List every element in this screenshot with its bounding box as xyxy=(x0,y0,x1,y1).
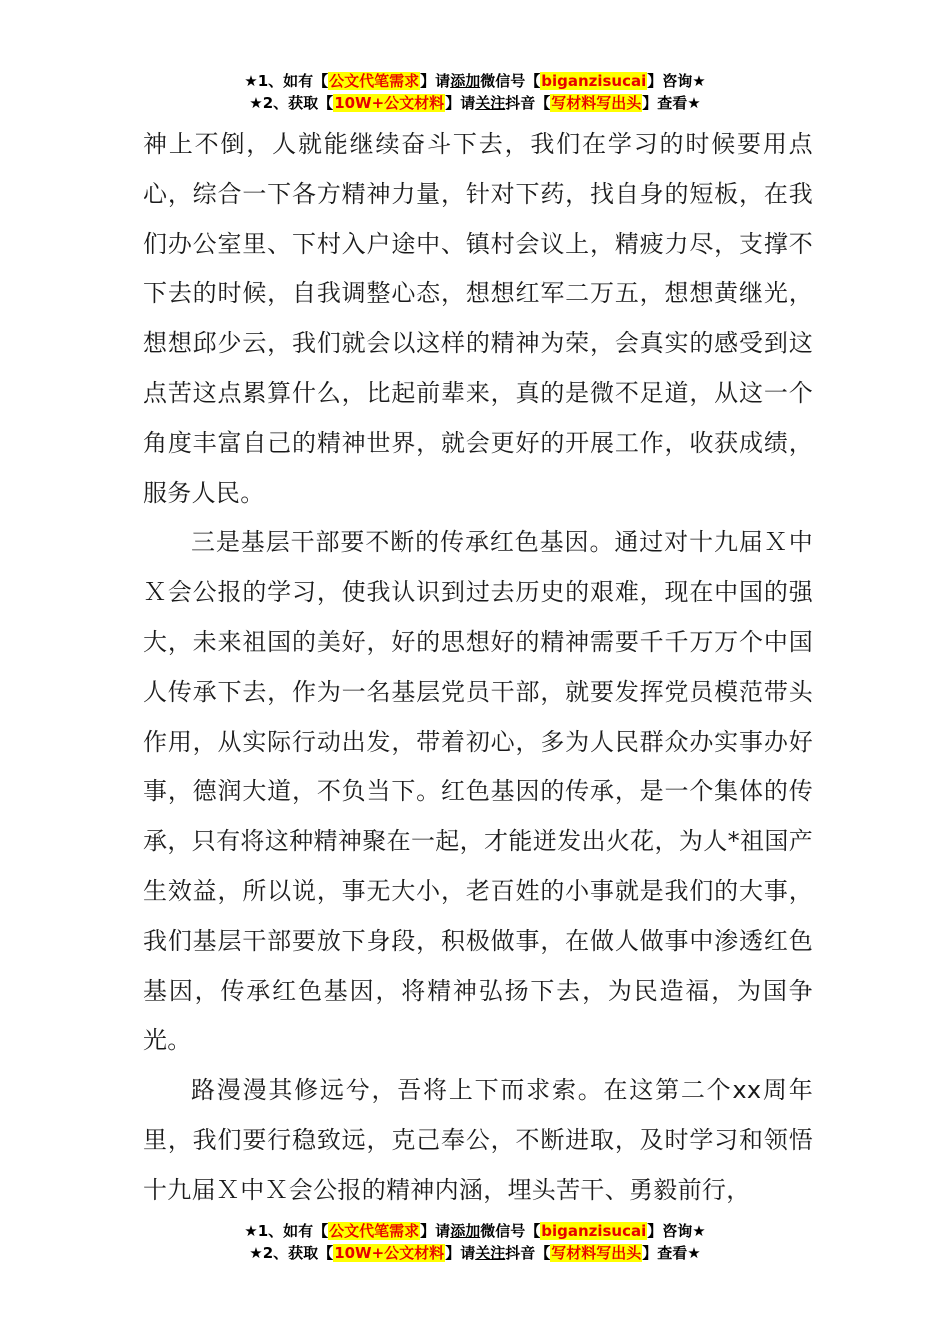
banner-text: 】咨询★ xyxy=(647,1222,706,1240)
banner-text: 】查看★ xyxy=(642,1244,701,1262)
banner-line-1 xyxy=(0,1220,950,1242)
banner-underline: 关注 xyxy=(475,94,506,112)
banner-highlight: 写材料写出头 xyxy=(551,1244,642,1262)
banner-text: ★2、获取【 xyxy=(249,1244,334,1262)
banner-text: 】咨询★ xyxy=(647,72,706,90)
banner-highlight: 10W+公文材料 xyxy=(334,94,445,112)
banner-text: 抖音【 xyxy=(505,94,551,112)
banner-text: 】请 xyxy=(420,72,451,90)
banner-text: ★2、获取【 xyxy=(249,94,334,112)
banner-text: 】查看★ xyxy=(642,94,701,112)
banner-text: 微信号【 xyxy=(480,72,541,90)
banner-highlight: 公文代笔需求 xyxy=(329,1222,420,1240)
paragraph-red-gene: 三是基层干部要不断的传承红色基因。通过对十九届Ｘ中Ｘ会公报的学习，使我认识到过去历史的艰难，现在中国的强大，未来祖国的美好，好的思想好的精神需要千千万万个中国人传承下去，作为一名基层党员干部，就要发挥党员模范带头作用，从实际行动出发，带着初心，多为人民群众办实事办好事，德润大道，不负当下。红色基因的传承，是一个集体的传承，只有将这种精神聚在一起，才能迸发出火花，为人*祖国产生效益，所以说，事无大小，老百姓的小事就是我们的大事，我们基层干部要放下身段，积极做事，在做人做事中渗透红色基因，传承红色基因，将精神弘扬下去，为民造福，为国争光。 xyxy=(143,528,813,1055)
banner-line-2 xyxy=(0,1242,950,1264)
banner-line-2 xyxy=(0,92,950,114)
banner-underline: 添加 xyxy=(450,72,481,90)
banner-highlight: biganzisucai xyxy=(541,1222,647,1240)
footer-banner xyxy=(0,1220,950,1264)
banner-underline: 关注 xyxy=(475,1244,506,1262)
banner-highlight: biganzisucai xyxy=(541,72,647,90)
banner-text: 】请 xyxy=(445,1244,476,1262)
document-body xyxy=(143,120,813,1216)
banner-text: 抖音【 xyxy=(505,1244,551,1262)
banner-text: 】请 xyxy=(445,94,476,112)
banner-text: 】请 xyxy=(420,1222,451,1240)
banner-text: 微信号【 xyxy=(480,1222,541,1240)
banner-underline: 添加 xyxy=(450,1222,481,1240)
banner-highlight: 公文代笔需求 xyxy=(329,72,420,90)
banner-highlight: 写材料写出头 xyxy=(551,94,642,112)
paragraph-continuation: 神上不倒，人就能继续奋斗下去，我们在学习的时候要用点心，综合一下各方精神力量，针对下药，找自身的短板，在我们办公室里、下村入户途中、镇村会议上，精疲力尽，支撑不下去的时候，自我调整心态，想想红军二万五，想想黄继光，想想邱少云，我们就会以这样的精神为荣，会真实的感受到这点苦这点累算什么，比起前辈来，真的是微不足道，从这一个角度丰富自己的精神世界，就会更好的开展工作，收获成绩，服务人民。 xyxy=(143,130,813,507)
paragraph-conclusion: 路漫漫其修远兮，吾将上下而求索。在这第二个xx周年里，我们要行稳致远，克己奉公，不断进取，及时学习和领悟十九届Ｘ中Ｘ会公报的精神内涵，埋头苦干、勇毅前行， xyxy=(143,1076,813,1204)
banner-line-1 xyxy=(0,70,950,92)
banner-text: ★1、如有【 xyxy=(244,72,329,90)
banner-text: ★1、如有【 xyxy=(244,1222,329,1240)
header-banner xyxy=(0,70,950,114)
banner-highlight: 10W+公文材料 xyxy=(334,1244,445,1262)
